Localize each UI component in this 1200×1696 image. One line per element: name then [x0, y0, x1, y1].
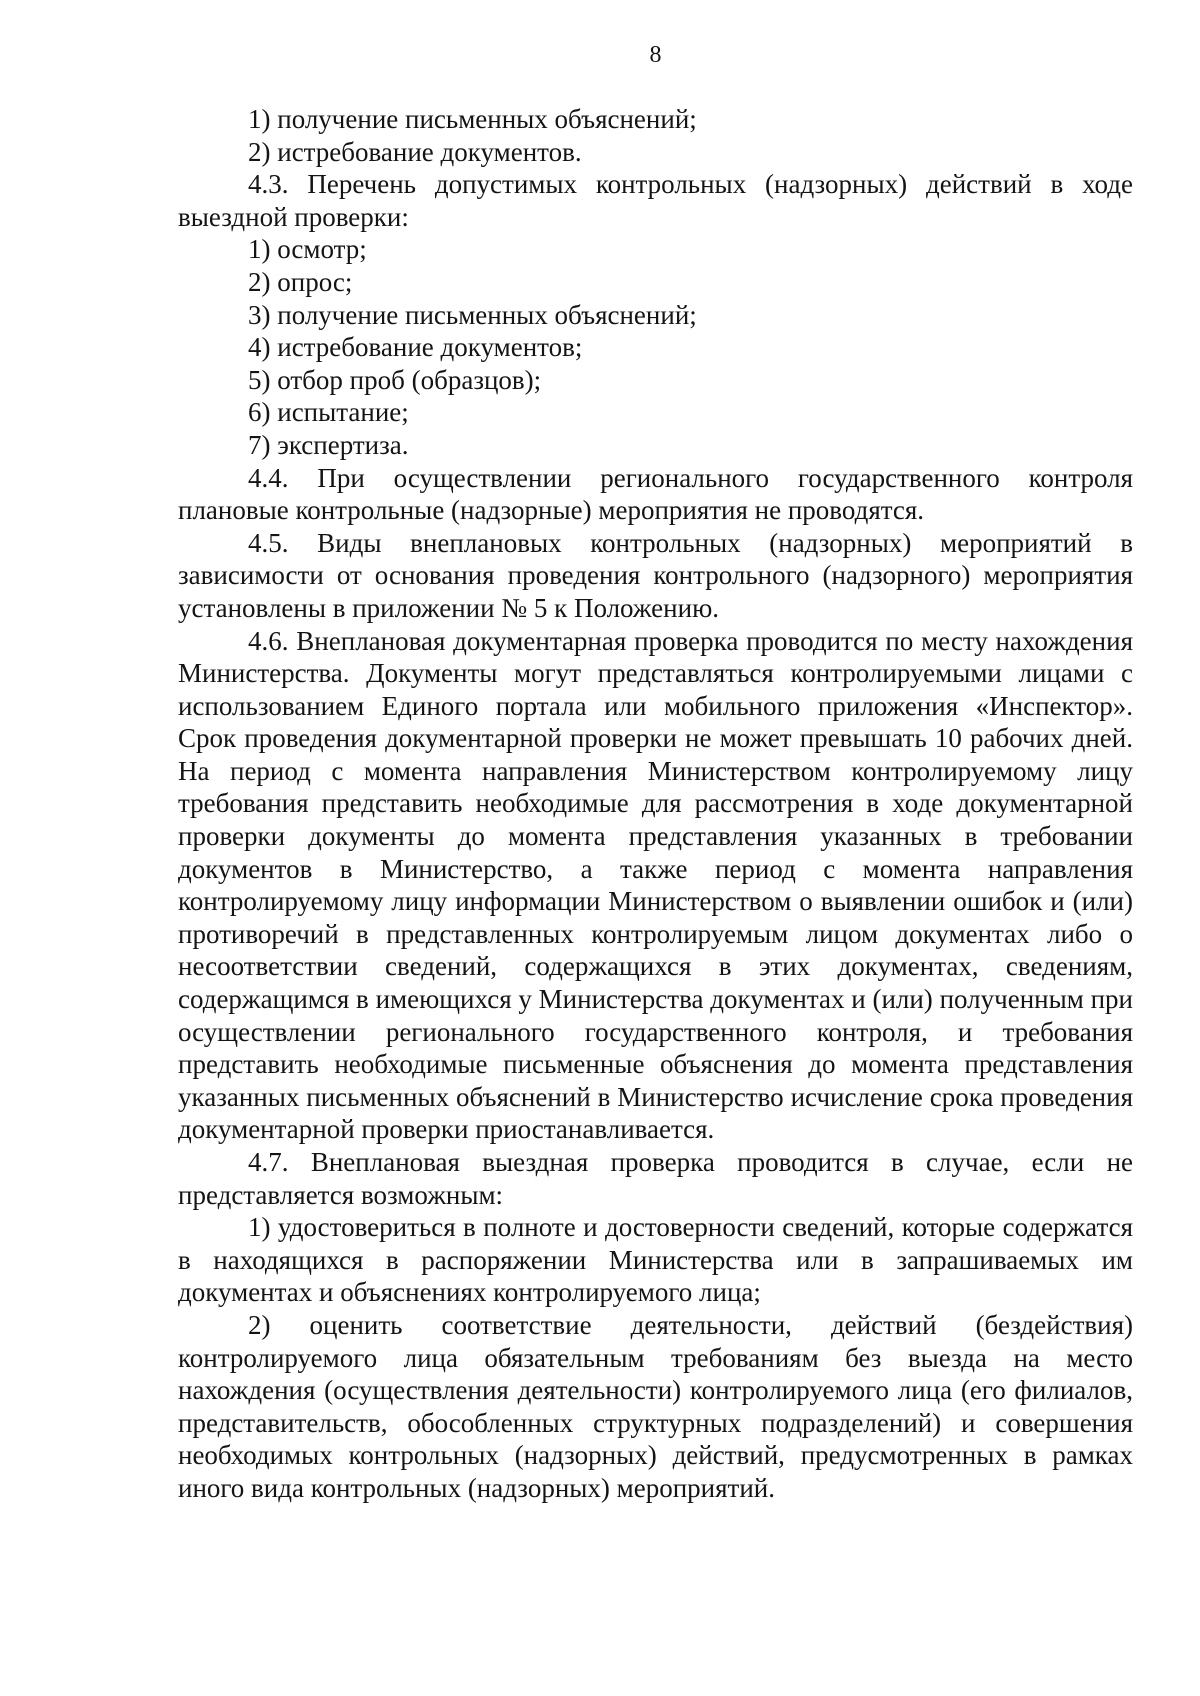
- list-item: 6) испытание;: [248, 397, 409, 428]
- list-item: 4) истребование документов;: [248, 332, 583, 363]
- paragraph-4-6: 4.6. Внеплановая документарная проверка проводится по месту нахождения Министерства. Документы могут представляться контролируемыми лицами с использованием Единого портала или мобильного приложения «Инспектор». Срок проведения документарной проверки не может превышать 10 рабочих дней. На период с момента направления Министерством контролируемому лицу требования представить необходимые для рассмотрения в ходе документарной проверки документы до момента представления указанных в требовании документов в Министерство, а также период с момента направления контролируемому лицу информации Министерством о выявлении ошибок и (или) противоречий в представленных контролируемым лицом документах либо о несоответствии сведений, содержащихся в этих документах, сведениям, содержащимся в имеющихся у Министерства документах и (или) полученным при осуществлении регионального государственного контроля, и требования представить необходимые письменные объяснения до момента представления указанных письменных объяснений в Министерство исчисление срока проведения документарной проверки приостанавливается.: [178, 625, 1133, 1145]
- document-body: [178, 103, 1133, 1505]
- paragraph-4-3: 4.3. Перечень допустимых контрольных (надзорных) действий в ходе выездной проверки:: [178, 169, 1133, 232]
- list-item: 2) истребование документов.: [248, 136, 582, 167]
- paragraph-4-4: 4.4. При осуществлении регионального государственного контроля плановые контрольные (надзорные) мероприятия не проводятся.: [178, 462, 1133, 526]
- list-item: 2) опрос;: [248, 266, 353, 297]
- list-item: 1) осмотр;: [248, 234, 367, 265]
- list-item: 1) получение письменных объяснений;: [248, 104, 697, 134]
- subparagraph-4-7-1: 1) удостовериться в полноте и достоверности сведений, которые содержатся в находящихся в распоряжении Министерства или в запрашиваемых им документах и объяснениях контролируемого лица;: [178, 1212, 1133, 1308]
- list-item: 3) получение письменных объяснений;: [248, 299, 697, 330]
- document-page: [178, 0, 1133, 1696]
- list-item: 5) отбор проб (образцов);: [248, 364, 542, 395]
- list-item: 7) экспертиза.: [248, 429, 409, 460]
- page-number: 8: [649, 42, 662, 68]
- paragraph-4-5: 4.5. Виды внеплановых контрольных (надзорных) мероприятий в зависимости от основания проведения контрольного (надзорного) мероприятия установлены в приложении № 5 к Положению.: [178, 527, 1133, 623]
- subparagraph-4-7-2: 2) оценить соответствие деятельности, действий (бездействия) контролируемого лица обязательным требованиям без выезда на место нахождения (осуществления деятельности) контролируемого лица (его филиалов, представительств, обособленных структурных подразделений) и совершения необходимых контрольных (надзорных) действий, предусмотренных в рамках иного вида контрольных (надзорных) мероприятий.: [178, 1309, 1133, 1503]
- paragraph-4-7: 4.7. Внеплановая выездная проверка проводится в случае, если не представляется возможным:: [178, 1147, 1133, 1210]
